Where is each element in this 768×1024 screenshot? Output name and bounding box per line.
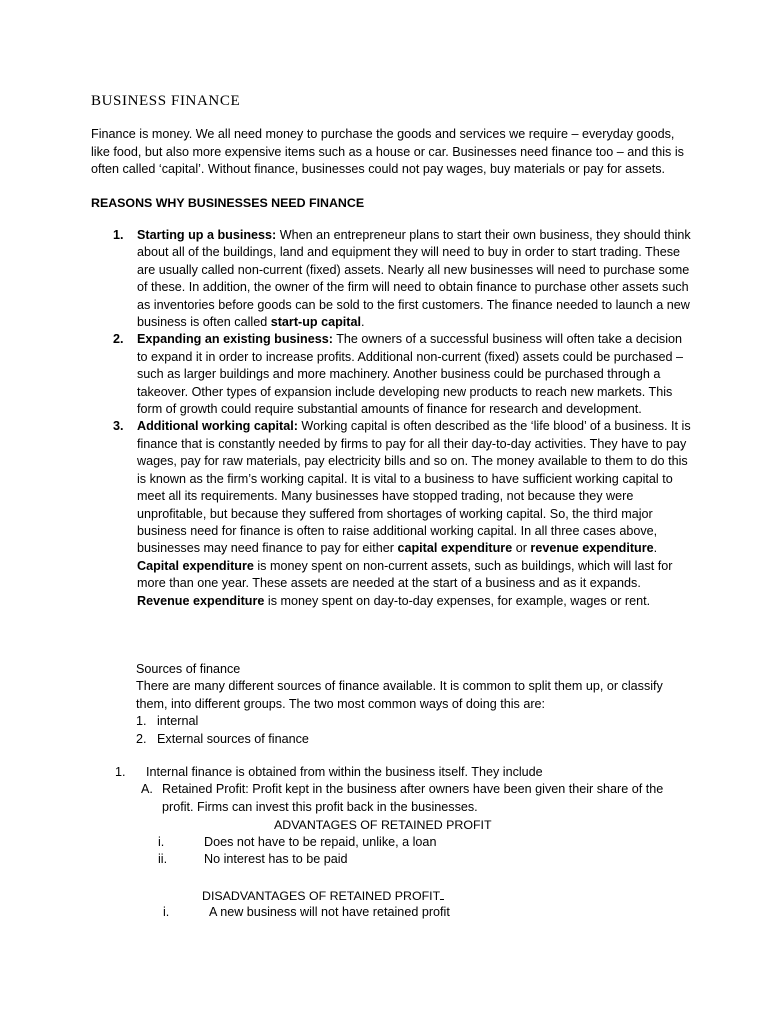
reason-item	[113, 418, 693, 609]
intro-paragraph: Finance is money. We all need money to purchase the goods and services we require – everyday goods, like food, but also more expensive items such as a house or car. Businesses need finance too – and this is often called ‘capital’. Without finance, businesses could not pay wages, buy materials or pay for assets.	[91, 127, 684, 177]
reasons-list	[113, 227, 693, 610]
list-numeral: ii.	[158, 852, 168, 867]
list-letter: A.	[141, 782, 153, 797]
list-number: 1.	[115, 765, 126, 779]
list-numeral: i.	[158, 835, 165, 849]
reason-text: The owners of a successful business will often take a decision to expand it in order to increase profits. Additional non-current (fixed) assets could be purchased – such as larger buildings and more machinery. Another business could be purchased through a takeover. Other types of expansion include developing new products to reach new markets. This form of growth could require substantial amounts of finance for research and development.	[137, 332, 684, 417]
internal-finance-text: Internal finance is obtained from within the business itself. They include	[146, 765, 543, 779]
internal-finance-item	[115, 764, 695, 781]
reasons-heading: REASONS WHY BUSINESSES NEED FINANCE	[91, 196, 365, 210]
reason-text: .	[653, 541, 658, 556]
term-revenue-expenditure: revenue expenditure	[530, 541, 654, 556]
retained-profit-label: Retained Profit:	[162, 782, 249, 797]
disadvantages-heading-text: DISADVANTAGES OF RETAINED PROFIT	[202, 889, 441, 903]
term-capital-expenditure-def: Capital expenditure	[137, 558, 254, 573]
reason-text: When an entrepreneur plans to start their own business, they should think about all of the buildings, land and equipment they will need to buy in order to start trading. These are usually called non-current (fixed) assets. Nearly all new businesses will need to purchase some of these. In addition, the owner of the firm will need to obtain finance to purchase other assets such as inventories before goods can be sold to the first customers. The finance needed to launch a new business is often called	[137, 228, 691, 330]
list-text: Does not have to be repaid, unlike, a loan	[204, 835, 437, 849]
underline-mark	[440, 887, 444, 900]
sources-heading: Sources of finance	[136, 662, 241, 676]
reason-lead: Starting up a business:	[137, 228, 277, 242]
list-label: internal	[157, 714, 199, 729]
retained-profit-text: Profit kept in the business after owners have been given their share of the profit. Firms can invest this profit back in the businesses.	[162, 782, 664, 814]
list-label: External sources of finance	[157, 731, 309, 746]
retained-profit-item	[119, 781, 695, 816]
reason-text: is money spent on non-current assets, such as buildings, which will last for more than one year. These assets are needed at the start of a business and as it expands.	[137, 558, 673, 591]
list-text: A new business will not have retained profit	[209, 905, 450, 919]
list-item	[136, 713, 696, 730]
reason-text: is money spent on day-to-day expenses, for example, wages or rent.	[264, 593, 651, 608]
reason-bold-term: start-up capital	[270, 315, 361, 330]
reason-item	[113, 227, 693, 331]
sources-section	[136, 661, 696, 748]
list-item	[163, 904, 450, 921]
reason-text: or	[512, 541, 531, 556]
reason-lead: Expanding an existing business:	[137, 332, 333, 347]
list-text: No interest has to be paid	[204, 852, 348, 867]
list-number: 2.	[136, 731, 147, 746]
reason-item	[113, 331, 693, 418]
reason-lead: Additional working capital:	[137, 419, 298, 434]
reason-number: 2.	[113, 332, 124, 347]
list-item	[158, 851, 436, 868]
internal-finance-section	[115, 764, 695, 816]
sources-text: There are many different sources of finance available. It is common to split them up, or classify them, into different groups. The two most common ways of doing this are:	[136, 679, 663, 711]
disadvantages-heading	[202, 887, 444, 903]
reason-number: 3.	[113, 419, 124, 434]
list-number: 1.	[136, 714, 147, 729]
list-numeral: i.	[163, 905, 170, 919]
list-item	[136, 731, 696, 748]
document-title: BUSINESS FINANCE	[91, 93, 241, 109]
term-capital-expenditure: capital expenditure	[397, 541, 513, 556]
reason-number: 1.	[113, 228, 124, 242]
reason-end: .	[361, 315, 365, 330]
advantages-heading: ADVANTAGES OF RETAINED PROFIT	[274, 818, 492, 832]
term-revenue-expenditure-def: Revenue expenditure	[137, 593, 265, 608]
disadvantages-list	[163, 904, 450, 921]
reason-text: Working capital is often described as the ‘life blood’ of a business. It is finance that is constantly needed by firms to pay for all their day-to-day activities. They have to pay wages, pay for raw materials, pay electricity bills and so on. The money available to them to do this is known as the firm’s working capital. It is vital to a business to have sufficient working capital to meet all its requirements. Many businesses have stopped trading, not because they were unprofitable, but because they suffered from shortages of working capital. So, the third major business need for finance is often to raise additional working capital. In all three cases above, businesses may need finance to pay for either	[137, 419, 691, 556]
advantages-list	[158, 834, 436, 869]
list-item	[158, 834, 436, 851]
